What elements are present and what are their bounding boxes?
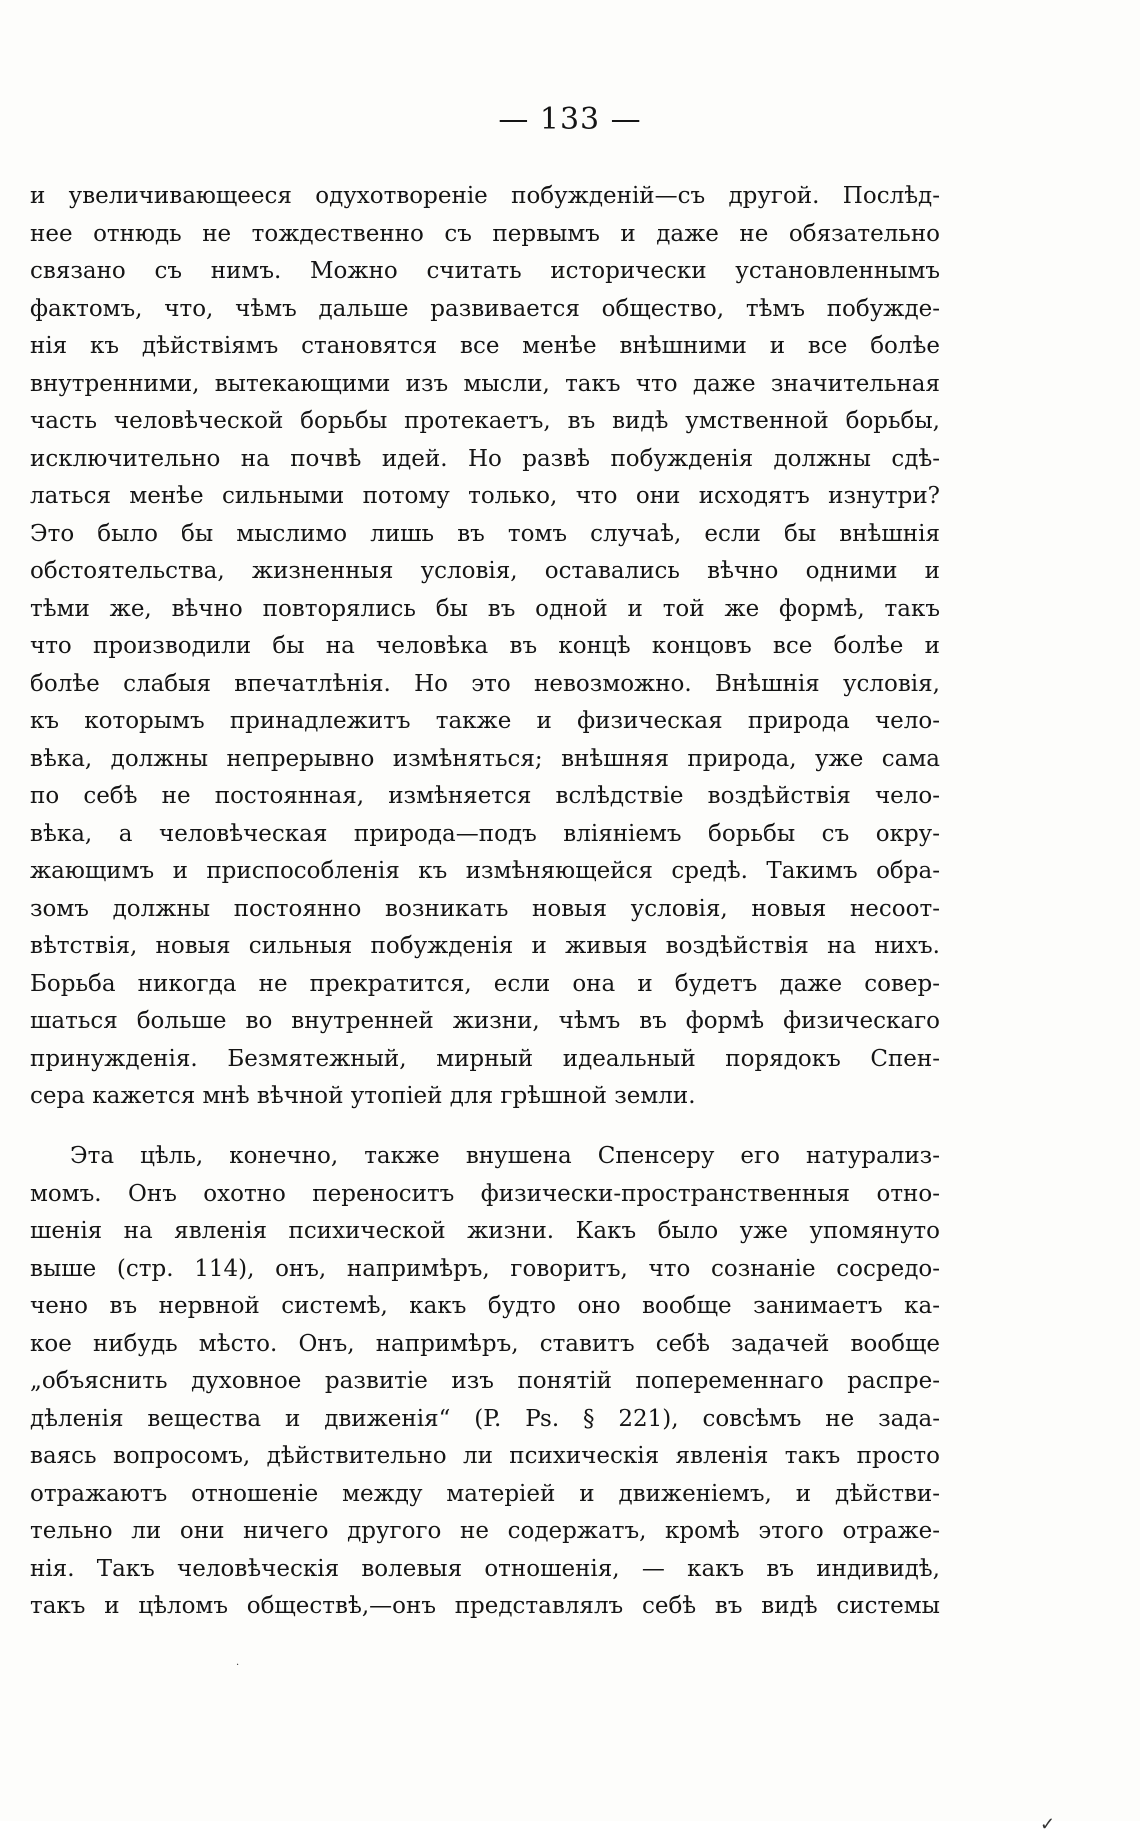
text-line: шенія на явленія психической жизни. Какъ было уже упомянуто bbox=[30, 1218, 940, 1244]
text-line: Эта цѣль, конечно, также внушена Спенсеру его натурализ- bbox=[70, 1143, 940, 1169]
text-line: шаться больше во внутренней жизни, чѣмъ въ формѣ физическаго bbox=[30, 1008, 940, 1034]
text-line: нее отнюдь не тождественно съ первымъ и даже не обязательно bbox=[30, 220, 940, 247]
text-line: „объяснить духовное развитіе изъ понятій попеременнаго распре- bbox=[30, 1368, 940, 1394]
paragraph-2 bbox=[30, 1138, 940, 1626]
page-number: — 133 — bbox=[498, 102, 642, 137]
stray-tick-mark: ✓ bbox=[1040, 1814, 1056, 1835]
text-line: тѣми же, вѣчно повторялись бы въ одной и той же формѣ, такъ bbox=[30, 595, 940, 622]
text-line: сера кажется мнѣ вѣчной утопіей для грѣшной земли. bbox=[30, 1083, 696, 1109]
text-line: момъ. Онъ охотно переноситъ физически-пространственныя отно- bbox=[30, 1180, 940, 1207]
text-line: зомъ должны постоянно возникать новыя условія, новыя несоот- bbox=[30, 895, 940, 922]
text-line: исключительно на почвѣ идей. Но развѣ побужденія должны сдѣ- bbox=[30, 445, 940, 472]
text-line: болѣе слабыя впечатлѣнія. Но это невозможно. Внѣшнія условія, bbox=[30, 670, 940, 697]
text-line: выше (стр. 114), онъ, напримѣръ, говоритъ, что сознаніе сосредо- bbox=[30, 1255, 940, 1282]
text-line: тельно ли они ничего другого не содержатъ, кромѣ этого отраже- bbox=[30, 1518, 940, 1544]
text-line: часть человѣческой борьбы протекаетъ, въ видѣ умственной борьбы, bbox=[30, 408, 940, 434]
text-line: отражаютъ отношеніе между матеріей и движеніемъ, и дѣйстви- bbox=[30, 1480, 940, 1507]
text-line: обстоятельства, жизненныя условія, оставались вѣчно одними и bbox=[30, 558, 940, 584]
text-line: вѣка, а человѣческая природа—подъ вліяніемъ борьбы съ окру- bbox=[30, 820, 940, 847]
text-line: ваясь вопросомъ, дѣйствительно ли психическія явленія такъ просто bbox=[30, 1443, 940, 1469]
stray-dot-mark: . bbox=[236, 1657, 240, 1668]
text-line: нія. Такъ человѣческія волевыя отношенія, — какъ въ индивидѣ, bbox=[30, 1555, 940, 1582]
text-line: фактомъ, что, чѣмъ дальше развивается общество, тѣмъ побужде- bbox=[30, 295, 940, 322]
text-line: вѣтствія, новыя сильныя побужденія и живыя воздѣйствія на нихъ. bbox=[30, 933, 940, 959]
text-line: вѣка, должны непрерывно измѣняться; внѣшняя природа, уже сама bbox=[30, 745, 940, 772]
text-line: чено въ нервной системѣ, какъ будто оно вообще занимаетъ ка- bbox=[30, 1293, 940, 1319]
text-line: Это было бы мыслимо лишь въ томъ случаѣ, если бы внѣшнія bbox=[30, 520, 940, 547]
text-line: принужденія. Безмятежный, мирный идеальный порядокъ Спен- bbox=[30, 1045, 940, 1072]
text-line: жающимъ и приспособленія къ измѣняющейся средѣ. Такимъ обра- bbox=[30, 858, 940, 884]
text-line: такъ и цѣломъ обществѣ,—онъ представлялъ себѣ въ видѣ системы bbox=[30, 1593, 940, 1619]
text-line: кое нибудь мѣсто. Онъ, напримѣръ, ставитъ себѣ задачей вообще bbox=[30, 1330, 940, 1357]
text-line: по себѣ не постоянная, измѣняется вслѣдствіе воздѣйствія чело- bbox=[30, 783, 940, 809]
text-line: латься менѣе сильными потому только, что они исходятъ изнутри? bbox=[30, 483, 940, 509]
text-line: и увеличивающееся одухотвореніе побужденій—съ другой. Послѣд- bbox=[30, 183, 940, 209]
text-line: внутренними, вытекающими изъ мысли, такъ что даже значительная bbox=[30, 370, 940, 397]
text-line: къ которымъ принадлежитъ также и физическая природа чело- bbox=[30, 708, 940, 734]
text-line: Борьба никогда не прекратится, если она и будетъ даже совер- bbox=[30, 970, 940, 997]
paragraph-1 bbox=[30, 178, 940, 1116]
text-line: нія къ дѣйствіямъ становятся все менѣе внѣшними и все болѣе bbox=[30, 333, 940, 359]
text-line: связано съ нимъ. Можно считать исторически установленнымъ bbox=[30, 258, 940, 284]
text-line: дѣленія вещества и движенія“ (P. Ps. § 221), совсѣмъ не зада- bbox=[30, 1405, 940, 1432]
text-line: что производили бы на человѣка въ концѣ концовъ все болѣе и bbox=[30, 633, 940, 659]
